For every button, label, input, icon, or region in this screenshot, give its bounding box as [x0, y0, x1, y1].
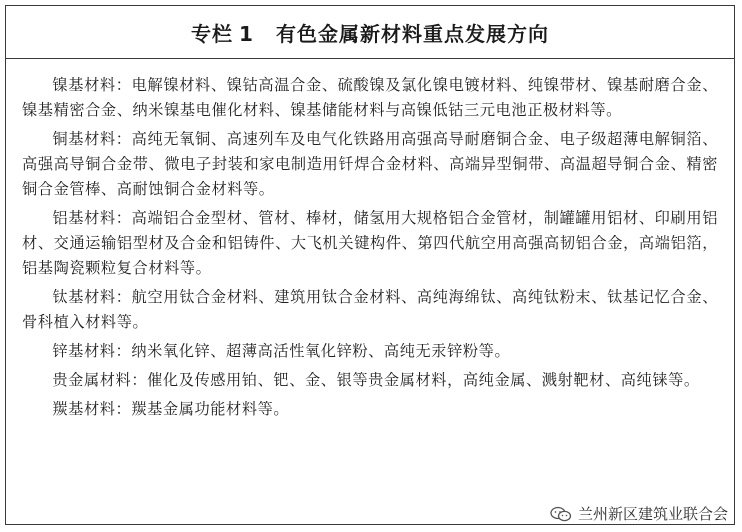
- column-title: [191, 18, 549, 47]
- section-text: 纳米氧化锌、超薄高活性氧化锌粉、高纯无汞锌粉等。: [131, 342, 511, 360]
- column-header: [6, 6, 734, 59]
- column-label: 专栏: [191, 21, 234, 46]
- section-zinc: [22, 339, 718, 364]
- watermark-text: 兰州新区建筑业联合会: [577, 505, 728, 523]
- section-carbonyl: [22, 397, 718, 422]
- column-number: 1: [239, 21, 254, 46]
- section-nickel: [22, 73, 718, 123]
- section-aluminum: [22, 206, 718, 281]
- section-text: 羰基金属功能材料等。: [131, 400, 290, 418]
- section-text: 高纯无氧铜、高速列车及电气化铁路用高强高导耐磨铜合金、电子级超薄电解铜箔、高强高导铜合金带、微电子封装和家电制造用钎焊合金材料、高端异型铜带、高温超导铜合金、精密铜合金管棒、高耐蚀铜合金材料等。: [22, 130, 719, 198]
- section-titanium: [22, 285, 718, 335]
- section-label: 羰基材料：: [52, 400, 132, 418]
- section-precious-metal: [22, 368, 718, 393]
- column-box: [5, 5, 735, 525]
- wechat-watermark: [548, 503, 730, 524]
- wechat-icon: [550, 506, 572, 522]
- section-label: 铜基材料：: [52, 130, 132, 148]
- section-label: 钛基材料：: [52, 288, 132, 306]
- section-copper: [22, 127, 718, 202]
- section-label: 锌基材料：: [52, 342, 132, 360]
- section-text: 电解镍材料、镍钴高温合金、硫酸镍及氯化镍电镀材料、纯镍带材、镍基耐磨合金、镍基精密合金、纳米镍基电催化材料、镍基储能材料与高镍低钴三元电池正极材料等。: [22, 76, 719, 119]
- section-text: 高端铝合金型材、管材、棒材，储氢用大规格铝合金管材，制罐罐用铝材、印刷用铝材、交通运输铝型材及合金和铝铸件、大飞机关键构件、第四代航空用高强高韧铝合金，高端铝箔，铝基陶瓷颗粒复合材料等。: [22, 209, 719, 277]
- column-content: [6, 59, 734, 422]
- column-heading: 有色金属新材料重点发展方向: [275, 21, 549, 46]
- section-label: 镍基材料：: [52, 76, 132, 94]
- section-label: 贵金属材料：: [52, 371, 148, 389]
- section-label: 铝基材料：: [52, 209, 132, 227]
- section-text: 航空用钛合金材料、建筑用钛合金材料、高纯海绵钛、高纯钛粉末、钛基记忆合金、骨科植入材料等。: [22, 288, 719, 331]
- section-text: 催化及传感用铂、钯、金、银等贵金属材料，高纯金属、溅射靶材、高纯铼等。: [147, 371, 700, 389]
